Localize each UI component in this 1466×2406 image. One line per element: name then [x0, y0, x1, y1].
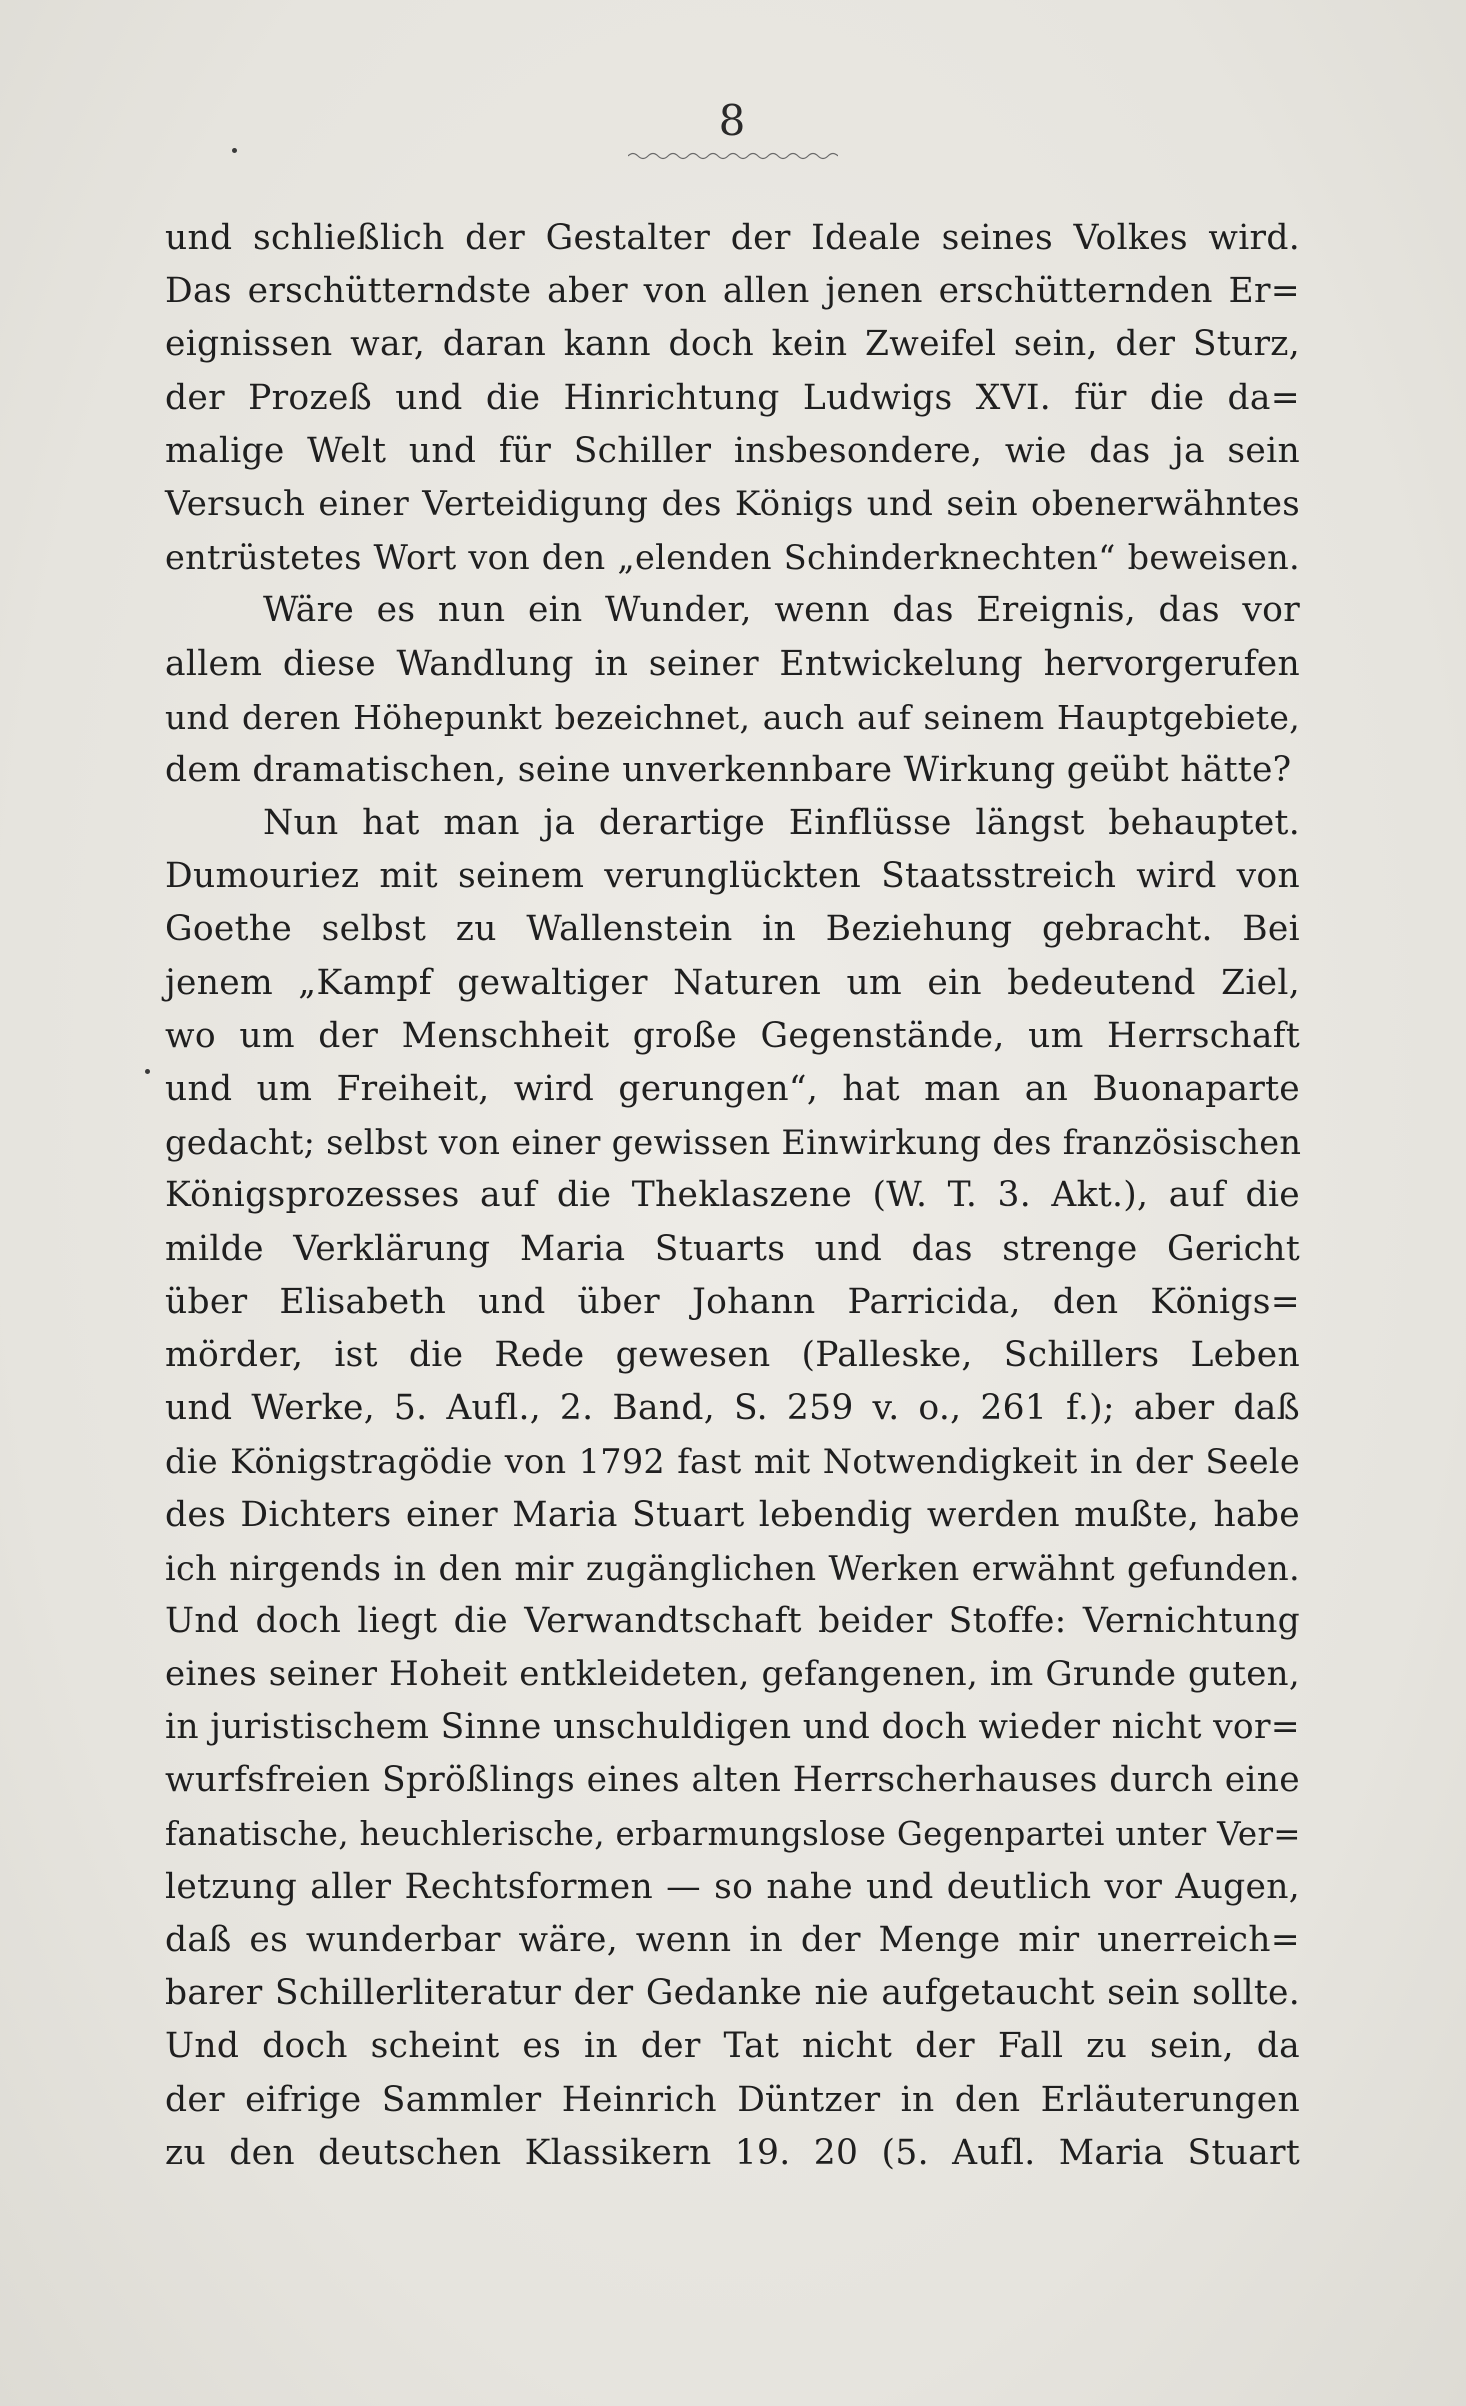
- text-line: wurfsfreien Sprößlings eines alten Herrscherhauses durch eine: [165, 1760, 1300, 1801]
- text-line: jenem „Kampf gewaltiger Naturen um ein bedeutend Ziel,: [165, 962, 1300, 1003]
- text-line: und schließlich der Gestalter der Ideale seines Volkes wird.: [165, 218, 1300, 258]
- margin-dot: [145, 1069, 150, 1074]
- text-line: Dumouriez mit seinem verunglückten Staatsstreich wird von: [165, 856, 1300, 897]
- text-line: Wäre es nun ein Wunder, wenn das Ereignis, das vor: [263, 590, 1300, 631]
- page-number: 8: [718, 96, 748, 145]
- text-line: gedacht; selbst von einer gewissen Einwirkung des französischen: [165, 1123, 1302, 1163]
- body-text: [165, 212, 1300, 2180]
- text-line: Nun hat man ja derartige Einflüsse längst behauptet.: [263, 803, 1300, 844]
- text-line: Goethe selbst zu Wallenstein in Beziehung gebracht. Bei: [165, 909, 1300, 950]
- text-line: Und doch scheint es in der Tat nicht der Fall zu sein, da: [165, 2026, 1300, 2067]
- text-line: allem diese Wandlung in seiner Entwickelung hervorgerufen: [165, 643, 1300, 684]
- text-line: fanatische, heuchlerische, erbarmungslose Gegenpartei unter Ver=: [165, 1814, 1301, 1853]
- text-line: mörder, ist die Rede gewesen (Palleske, Schillers Leben: [165, 1334, 1300, 1375]
- text-line: der eifrige Sammler Heinrich Düntzer in den Erläuterungen: [165, 2079, 1300, 2120]
- text-line: zu den deutschen Klassikern 19. 20 (5. Aufl. Maria Stuart: [165, 2132, 1300, 2173]
- text-line: Und doch liegt die Verwandtschaft beider Stoffe: Vernichtung: [165, 1600, 1300, 1641]
- text-line: barer Schillerliteratur der Gedanke nie aufgetaucht sein sollte.: [165, 1973, 1300, 2014]
- margin-dot: [232, 148, 237, 153]
- text-line: des Dichters einer Maria Stuart lebendig werden mußte, habe: [165, 1494, 1300, 1535]
- text-line: Königsprozesses auf die Theklaszene (W. T. 3. Akt.), auf die: [165, 1175, 1300, 1216]
- text-line: malige Welt und für Schiller insbesondere, wie das ja sein: [165, 430, 1300, 471]
- text-line: Versuch einer Verteidigung des Königs und sein obenerwähntes: [165, 483, 1300, 524]
- text-line: letzung aller Rechtsformen — so nahe und deutlich vor Augen,: [165, 1866, 1300, 1907]
- text-line: über Elisabeth und über Johann Parricida, den Königs=: [165, 1281, 1300, 1322]
- text-line: eignissen war, daran kann doch kein Zweifel sein, der Sturz,: [165, 324, 1300, 365]
- text-line: dem dramatischen, seine unverkennbare Wirkung geübt hätte?: [165, 749, 1292, 790]
- text-line: ich nirgends in den mir zugänglichen Werken erwähnt gefunden.: [165, 1548, 1300, 1588]
- text-line: Das erschütterndste aber von allen jenen erschütternden Er=: [165, 271, 1300, 312]
- text-line: die Königstragödie von 1792 fast mit Notwendigkeit in der Seele: [165, 1442, 1300, 1482]
- text-line: in juristischem Sinne unschuldigen und doch wieder nicht vor=: [165, 1707, 1300, 1748]
- text-line: und deren Höhepunkt bezeichnet, auch auf seinem Hauptgebiete,: [165, 697, 1300, 737]
- text-line: der Prozeß und die Hinrichtung Ludwigs XVI. für die da=: [165, 377, 1300, 418]
- text-line: entrüstetes Wort von den „elenden Schinderknechten“ beweisen.: [165, 538, 1300, 578]
- text-line: und Werke, 5. Aufl., 2. Band, S. 259 v. o., 261 f.); aber daß: [165, 1388, 1300, 1429]
- text-line: eines seiner Hoheit entkleideten, gefangenen, im Grunde guten,: [165, 1654, 1300, 1695]
- text-line: daß es wunderbar wäre, wenn in der Menge mir unerreich=: [165, 1920, 1300, 1960]
- decorative-rule: [628, 150, 838, 162]
- text-line: und um Freiheit, wird gerungen“, hat man an Buonaparte: [165, 1069, 1300, 1109]
- text-line: wo um der Menschheit große Gegenstände, um Herrschaft: [165, 1015, 1300, 1056]
- text-line: milde Verklärung Maria Stuarts und das strenge Gericht: [165, 1228, 1300, 1269]
